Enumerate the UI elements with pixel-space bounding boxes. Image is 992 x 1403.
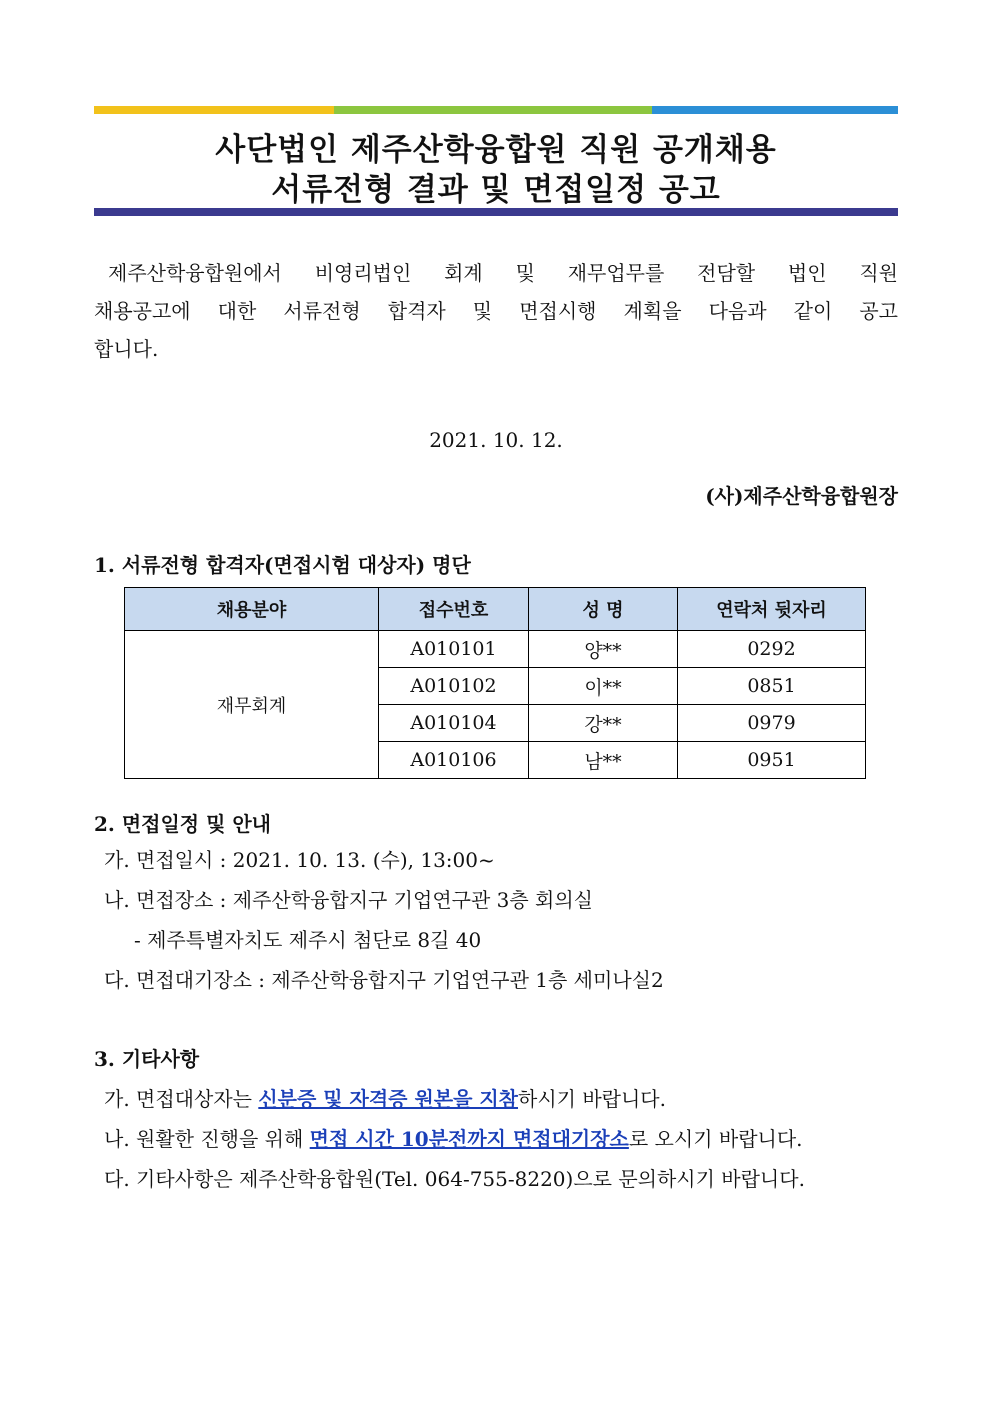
table-header-row: [125, 588, 866, 631]
number-cell: A010106: [379, 742, 529, 779]
number-cell: A010102: [379, 668, 529, 705]
note-na-prefix: 나. 원활한 진행을 위해: [104, 1127, 310, 1151]
intro-line3: 합니다.: [94, 337, 159, 361]
note-arrive-early: [104, 1123, 803, 1152]
name-cell: 양**: [529, 631, 678, 668]
note-na-suffix: 로 오시기 바랍니다.: [628, 1127, 803, 1151]
contact-cell: 0851: [678, 668, 866, 705]
section1-heading: 1. 서류전형 합격자(면접시험 대상자) 명단: [94, 553, 471, 577]
interview-datetime: 가. 면접일시 : 2021. 10. 13. (수), 13:00~: [104, 848, 495, 872]
note-bring-id: [104, 1083, 666, 1112]
signer: (사)제주산학융합원장: [705, 484, 898, 508]
note-ga-suffix: 하시기 바랍니다.: [518, 1087, 666, 1111]
intro-line2: 채용공고에 대한 서류전형 합격자 및 면접시행 계획을 다음과 같이 공고: [94, 299, 898, 323]
name-cell: 이**: [529, 668, 678, 705]
note-ga-prefix: 가. 면접대상자는: [104, 1087, 259, 1111]
intro-line1: 제주산학융합원에서 비영리법인 회계 및 재무업무를 전담할 법인 직원: [108, 261, 899, 285]
interview-address: - 제주특별자치도 제주시 첨단로 8길 40: [134, 928, 482, 952]
bar-segment-green: [334, 106, 652, 114]
name-cell: 남**: [529, 742, 678, 779]
col-header-number: 접수번호: [379, 588, 529, 631]
field-cell: 재무회계: [125, 631, 379, 779]
col-header-contact: 연락처 뒷자리: [678, 588, 866, 631]
notice-date: 2021. 10. 12.: [429, 428, 563, 452]
page-title-line2: 서류전형 결과 및 면접일정 공고: [271, 172, 721, 208]
note-ga-highlight: 신분증 및 자격증 원본을 지참: [258, 1087, 519, 1111]
table-row: [125, 631, 866, 668]
contact-cell: 0292: [678, 631, 866, 668]
name-cell: 강**: [529, 705, 678, 742]
number-cell: A010104: [379, 705, 529, 742]
interview-location: 나. 면접장소 : 제주산학융합지구 기업연구관 3층 회의실: [104, 888, 594, 912]
page-title-line1: 사단법인 제주산학융합원 직원 공개채용: [215, 132, 777, 168]
contact-cell: 0951: [678, 742, 866, 779]
title-bottom-bar: [94, 208, 898, 216]
section3-heading: 3. 기타사항: [94, 1047, 200, 1071]
col-header-field: 채용분야: [125, 588, 379, 631]
note-na-highlight: 면접 시간 10분전까지 면접대기장소: [309, 1127, 629, 1151]
title-top-color-bar: [94, 106, 898, 114]
section2-heading: 2. 면접일정 및 안내: [94, 812, 272, 836]
col-header-name: 성 명: [529, 588, 678, 631]
waiting-location: 다. 면접대기장소 : 제주산학융합지구 기업연구관 1층 세미나실2: [104, 968, 664, 992]
intro-paragraph: [94, 254, 898, 330]
contact-cell: 0979: [678, 705, 866, 742]
candidates-table: [124, 587, 866, 779]
bar-segment-yellow: [94, 106, 334, 114]
bar-segment-blue: [652, 106, 898, 114]
number-cell: A010101: [379, 631, 529, 668]
note-contact: 다. 기타사항은 제주산학융합원(Tel. 064-755-8220)으로 문의하시기 바랍니다.: [104, 1167, 805, 1191]
